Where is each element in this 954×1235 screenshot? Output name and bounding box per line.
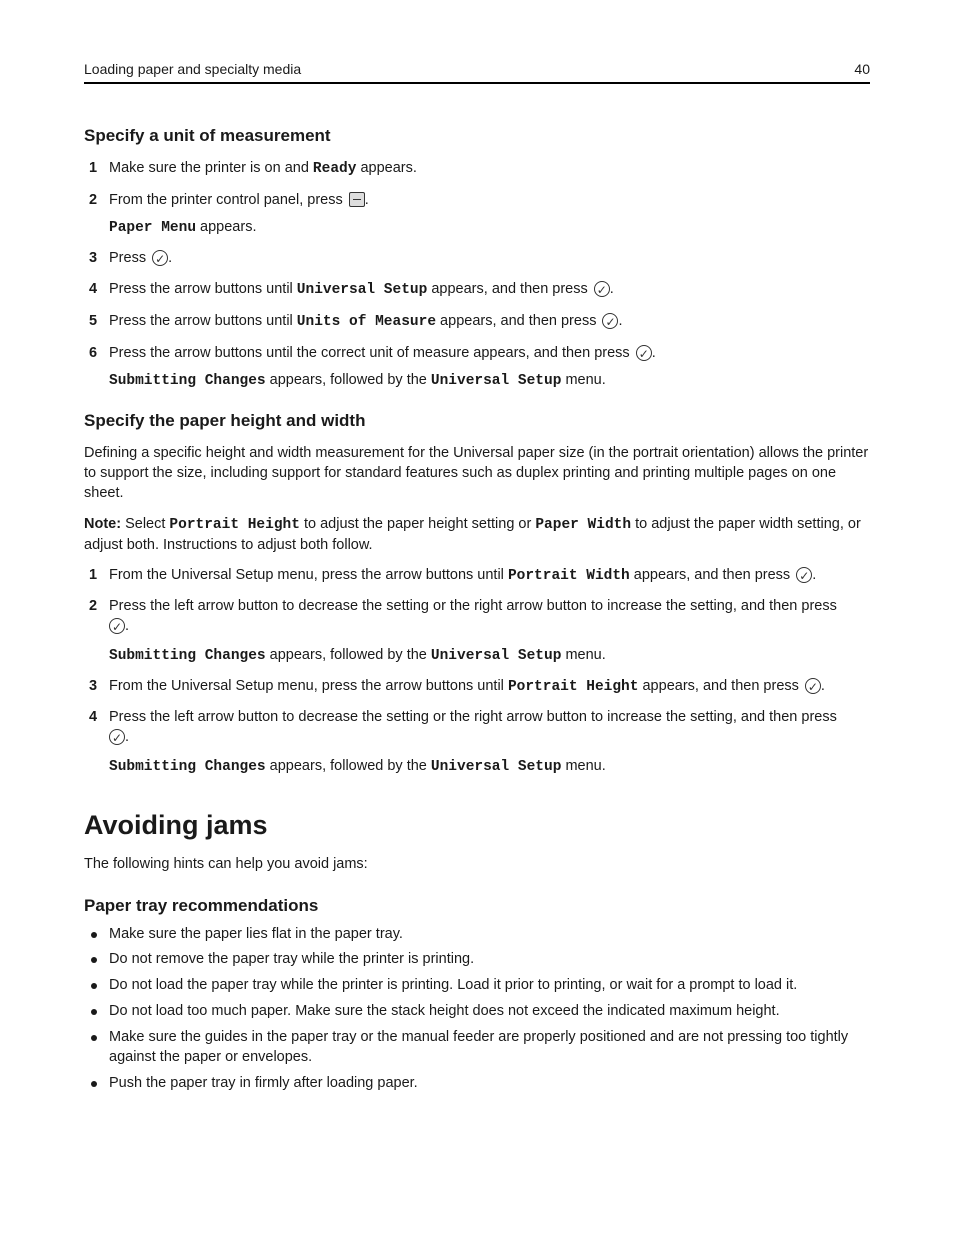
checkmark-circle-icon: [109, 729, 125, 745]
step-number: 3: [89, 250, 98, 266]
step-text: From the printer control panel, press .: [109, 192, 369, 208]
step-number: 6: [89, 345, 98, 361]
step-number: 1: [89, 567, 98, 583]
header-page-number: 40: [854, 61, 870, 77]
menu-button-icon: [349, 192, 365, 207]
step-number: 5: [89, 313, 98, 329]
step-number: 2: [89, 598, 98, 614]
heading-paper-height-width: Specify the paper height and width: [84, 411, 366, 430]
step-number: 4: [89, 281, 98, 297]
step-2-result: Paper Menu appears.: [109, 219, 257, 236]
step-text: Press ✓.: [109, 248, 870, 268]
step-text: Press the left arrow button to decrease the setting or the right arrow button to increase the setting, and then press ✓.: [109, 707, 870, 747]
checkmark-circle-icon: [636, 345, 652, 361]
step-text: From the Universal Setup menu, press the arrow buttons until Portrait Height appears, and then press ✓.: [109, 676, 870, 697]
step-number: 1: [89, 160, 98, 176]
step-number: 3: [89, 678, 98, 694]
heading-paper-tray-recommendations: Paper tray recommendations: [84, 896, 319, 915]
step-number: 4: [89, 709, 98, 725]
step-text: Press the arrow buttons until the correct unit of measure appears, and then press ✓.: [109, 343, 870, 363]
section-title-avoiding-jams: Avoiding jams: [84, 810, 268, 840]
step-6-result: Submitting Changes appears, followed by the Universal Setup menu.: [109, 372, 606, 389]
header-section-title: Loading paper and specialty media: [84, 61, 302, 77]
step-text: Make sure the printer is on and Ready appears.: [109, 160, 417, 177]
intro-paragraph: Defining a specific height and width measurement for the Universal paper size (in the portrait orientation) allows the printer to support the size, including support for standard features such as duplex printing and printing multiple pages on one sheet.: [84, 445, 869, 501]
hw-step-4-result: Submitting Changes appears, followed by the Universal Setup menu.: [109, 758, 606, 775]
step-text: Press the arrow buttons until Universal Setup appears, and then press ✓.: [109, 279, 870, 300]
checkmark-circle-icon: [109, 618, 125, 634]
checkmark-circle-icon: [594, 281, 610, 297]
hw-step-2-result: Submitting Changes appears, followed by the Universal Setup menu.: [109, 647, 606, 664]
step-text: From the Universal Setup menu, press the arrow buttons until Portrait Width appears, and then press ✓.: [109, 565, 870, 586]
page-header: [84, 60, 870, 84]
note-paragraph: Note: Select Portrait Height to adjust the paper height setting or Paper Width to adjust the paper width setting, or adjust both. Instructions to adjust both follow.: [84, 516, 861, 553]
checkmark-circle-icon: [152, 250, 168, 266]
step-number: 2: [89, 192, 98, 208]
checkmark-circle-icon: [602, 313, 618, 329]
avoiding-jams-intro: The following hints can help you avoid jams:: [84, 856, 368, 872]
heading-unit-of-measurement: Specify a unit of measurement: [84, 126, 331, 145]
step-text: Press the arrow buttons until Units of Measure appears, and then press ✓.: [109, 311, 870, 332]
step-text: Press the left arrow button to decrease the setting or the right arrow button to increase the setting, and then press ✓.: [109, 596, 870, 636]
checkmark-circle-icon: [796, 567, 812, 583]
checkmark-circle-icon: [805, 678, 821, 694]
